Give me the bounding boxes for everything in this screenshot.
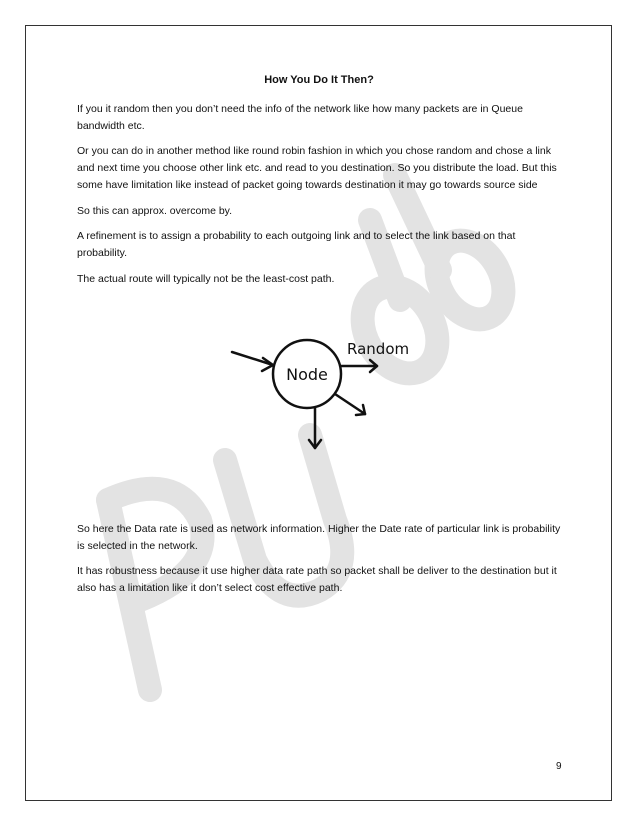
paragraph-random: If you it random then you don’t need the info of the network like how many packets are in Queue bandwidth etc. <box>77 103 523 132</box>
paragraph-least-cost: The actual route will typically not be the least-cost path. <box>77 273 335 285</box>
page-heading: How You Do It Then? <box>264 74 374 86</box>
page-number: 9 <box>556 761 562 772</box>
paragraph-refinement: A refinement is to assign a probability to each outgoing link and to select the link based on that probability. <box>77 230 516 259</box>
paragraph-data-rate: So here the Data rate is used as network information. Higher the Date rate of particular link is probability is selected in the network. <box>77 523 561 552</box>
incoming-arrow <box>232 352 273 365</box>
paragraph-robustness: It has robustness because it use higher data rate path so packet shall be deliver to the destination but it also has a limitation like it don’t select cost effective path. <box>77 565 557 594</box>
node-diagram <box>225 330 435 455</box>
node-label: Node <box>286 365 328 384</box>
paragraph-round-robin: Or you can do in another method like round robin fashion in which you chose random and chose a link and next time you choose other link etc. and read to you destination. So you distribute the load. But this some have limitation like instead of packet going towards destination it may go towards source side <box>77 145 557 191</box>
diagonal-arrow <box>335 394 365 414</box>
paragraph-overcome: So this can approx. overcome by. <box>77 205 233 217</box>
random-label: Random <box>347 340 410 358</box>
